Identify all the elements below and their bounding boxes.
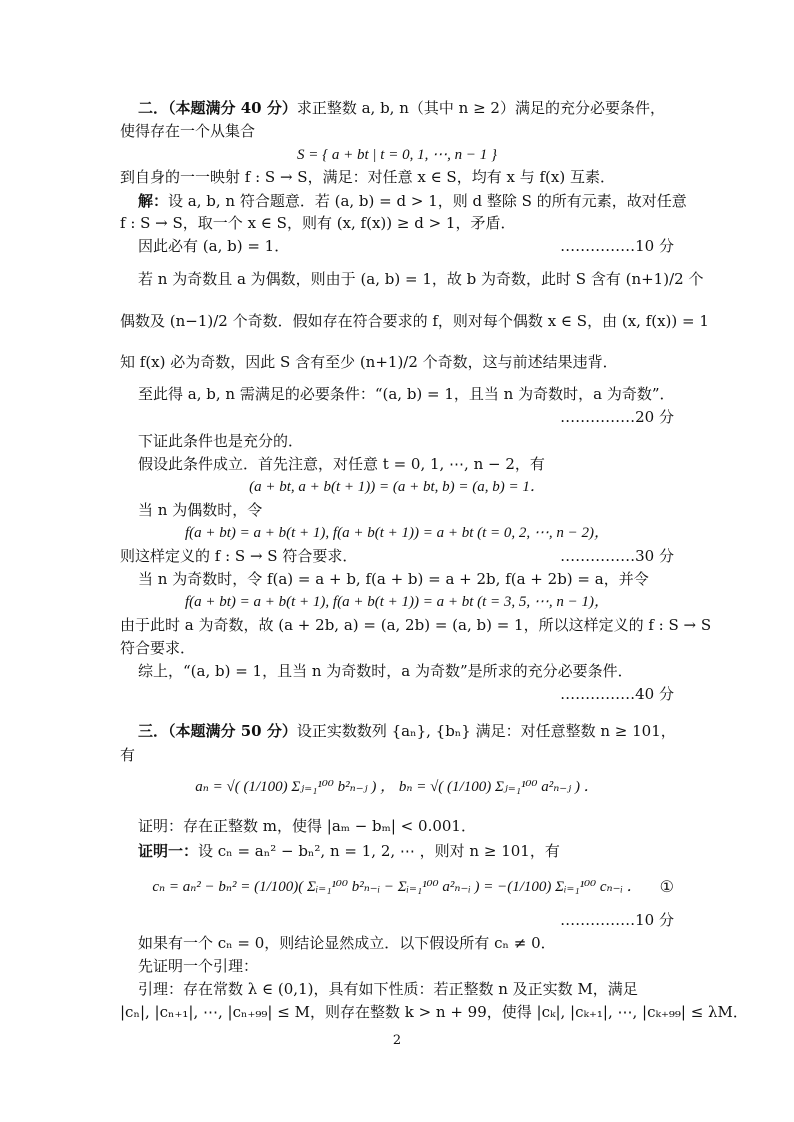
- section2-first-line: [138, 98, 794, 118]
- solution-line14: 符合要求．: [120, 639, 196, 657]
- solution-line9: 假设此条件成立．首先注意，对任意 t = 0, 1, ⋯, n − 2，有: [138, 455, 545, 473]
- solution-line7: 至此得 a, b, n 需满足的必要条件：“(a, b) = 1，且当 n 为奇数时，a 为奇数”．: [138, 385, 675, 403]
- proof-text1: 设 cₙ = aₙ² − bₙ², n = 1, 2, ⋯ ，则对 n ≥ 101，有: [198, 842, 560, 860]
- section2-problem-line1: 求正整数 a, b, n（其中 n ≥ 2）满足的充分必要条件，: [296, 99, 665, 117]
- equation-c-recurrence: cₙ = aₙ² − bₙ² = (1/100)( Σᵢ₌₁¹⁰⁰ b²ₙ₋ᵢ − Σᵢ₌₁¹⁰⁰ a²ₙ₋ᵢ ) = −(1/100) Σᵢ₌₁¹⁰⁰ cₙ₋ᵢ ．: [152, 879, 642, 895]
- section3-problem-line2: 有: [120, 746, 136, 764]
- solution-line6: 知 f(x) 必为奇数，因此 S 含有至少 (n+1)/2 个奇数，这与前述结果违背．: [120, 353, 618, 371]
- score-10-b: ……………10 分: [560, 911, 674, 929]
- solution-line1: [138, 191, 794, 211]
- solution-line3: 因此必有 (a, b) = 1．: [138, 237, 290, 255]
- section2-heading: 二．（本题满分 40 分）: [138, 99, 297, 117]
- solution-line12: 当 n 为奇数时，令 f(a) = a + b, f(a + b) = a + 2b, f(a + 2b) = a，并令: [138, 570, 649, 588]
- equation-even-case: f(a + bt) = a + b(t + 1), f(a + b(t + 1)) = a + bt (t = 0, 2, ⋯, n − 2)，: [184, 525, 610, 541]
- proof-line1: [138, 841, 794, 861]
- solution-line4: 若 n 为奇数且 a 为偶数，则由于 (a, b) = 1，故 b 为奇数，此时 S 含有 (n+1)/2 个: [138, 270, 704, 288]
- solution-line11: 则这样定义的 f : S → S 符合要求．: [120, 547, 358, 565]
- equation-odd-case: f(a + bt) = a + b(t + 1), f(a + b(t + 1)) = a + bt (t = 3, 5, ⋯, n − 1)，: [184, 594, 610, 610]
- equation-ab-definition: aₙ = √( (1/100) Σⱼ₌₁¹⁰⁰ b²ₙ₋ⱼ ) ， bₙ = √( (1/100) Σⱼ₌₁¹⁰⁰ a²ₙ₋ⱼ ) ．: [195, 779, 599, 795]
- section3-heading: 三．（本题满分 50 分）: [138, 722, 297, 740]
- solution-line13: 由于此时 a 为奇数，故 (a + 2b, a) = (a, 2b) = (a, b) = 1，所以这样定义的 f : S → S: [120, 616, 712, 634]
- solution-line8: 下证此条件也是充分的．: [138, 432, 304, 450]
- equation-gcd: (a + bt, a + b(t + 1)) = (a + bt, b) = (a, b) = 1．: [249, 479, 545, 495]
- set-equation: S = { a + bt | t = 0, 1, ⋯, n − 1 }: [297, 147, 497, 163]
- score-10-a: ……………10 分: [560, 237, 674, 255]
- score-40: ……………40 分: [560, 685, 674, 703]
- proof-line2: 如果有一个 cₙ = 0，则结论显然成立．以下假设所有 cₙ ≠ 0．: [138, 934, 556, 952]
- section3-first-line: [138, 721, 794, 741]
- lemma-line1: 引理：存在常数 λ ∈ (0,1)，具有如下性质：若正整数 n 及正实数 M，满足: [138, 980, 638, 998]
- section2-problem-line2: 使得存在一个从集合: [120, 122, 256, 140]
- solution-line10: 当 n 为偶数时，令: [138, 501, 263, 519]
- score-20: ……………20 分: [560, 408, 674, 426]
- score-30: ……………30 分: [560, 547, 674, 565]
- solution-line2: f : S → S，取一个 x ∈ S，则有 (x, f(x)) ≥ d > 1，矛盾．: [120, 214, 516, 232]
- lemma-line2: |cₙ|, |cₙ₊₁|, ⋯, |cₙ₊₉₉| ≤ M，则存在整数 k > n + 99，使得 |cₖ|, |cₖ₊₁|, ⋯, |cₖ₊₉₉| ≤ λM．: [120, 1003, 748, 1021]
- solution-label: 解：: [138, 192, 169, 210]
- solution-line15: 综上，“(a, b) = 1，且当 n 为奇数时，a 为奇数”是所求的充分必要条件．: [138, 662, 633, 680]
- equation-tag-1: ①: [659, 877, 674, 896]
- solution-text1: 设 a, b, n 符合题意．若 (a, b) = d > 1，则 d 整除 S 的所有元素，故对任意: [168, 192, 687, 210]
- proof1-label: 证明一：: [138, 842, 199, 860]
- section2-problem-line3: 到自身的一一映射 f : S → S，满足：对任意 x ∈ S，均有 x 与 f(x) 互素．: [120, 168, 615, 186]
- proof-line3: 先证明一个引理：: [138, 957, 259, 975]
- section3-problem-line1: 设正实数数列 {aₙ}, {bₙ} 满足：对任意整数 n ≥ 101，: [296, 722, 676, 740]
- section3-prove: 证明：存在正整数 m，使得 |aₘ − bₘ| < 0.001．: [138, 817, 476, 835]
- solution-line5: 偶数及 (n−1)/2 个奇数．假如存在符合要求的 f，则对每个偶数 x ∈ S，由 (x, f(x)) = 1: [120, 312, 709, 330]
- page-number: 2: [392, 1033, 402, 1048]
